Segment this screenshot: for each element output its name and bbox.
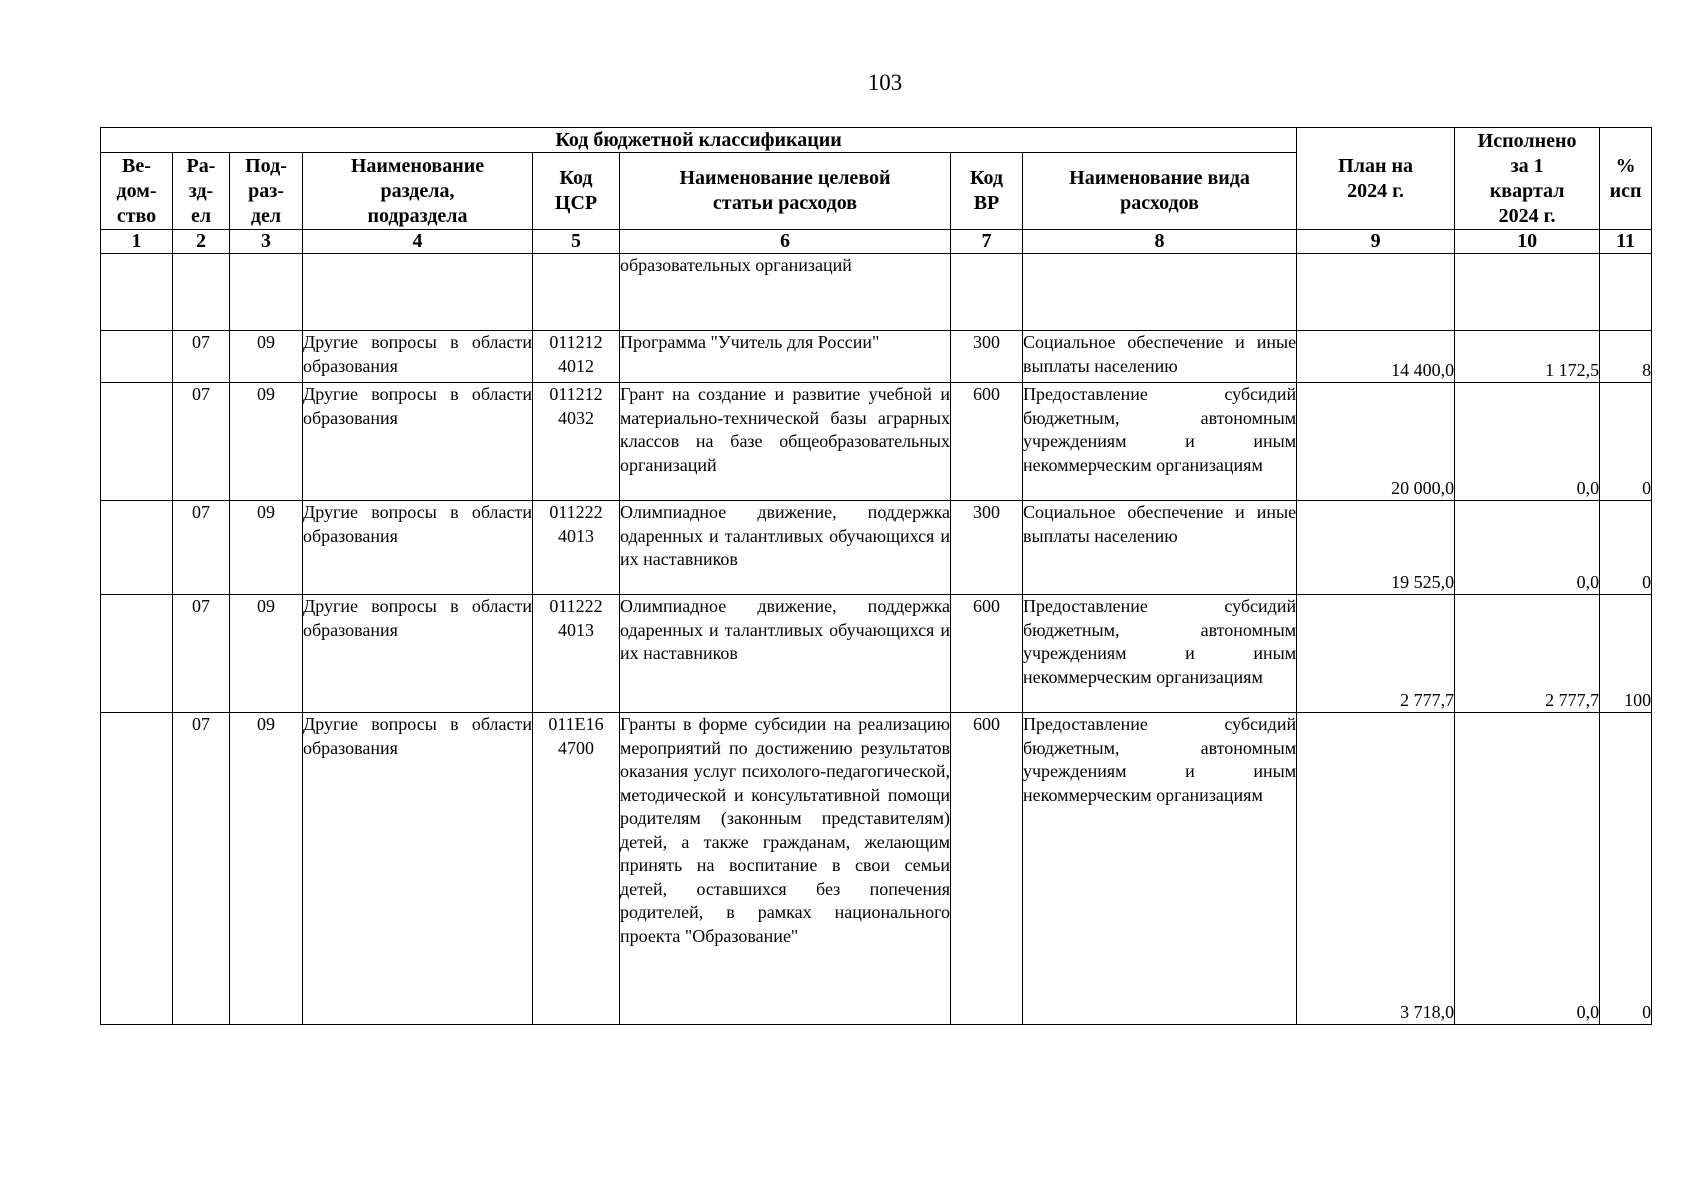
column-number: 10: [1455, 230, 1600, 254]
vr-code-cell: 300: [951, 501, 1023, 595]
executed-cell: 2 777,7: [1455, 595, 1600, 713]
executed-header: Исполнено за 1 квартал 2024 г.: [1455, 128, 1600, 230]
section-cell: 07: [173, 501, 230, 595]
vr-name-cell: [1023, 383, 1297, 501]
target-name-cell: [620, 383, 951, 501]
vr-name-text: Социальное обеспечение и иные выплаты населению: [1023, 502, 1297, 546]
section-cell: 07: [173, 331, 230, 383]
department-cell: [101, 595, 173, 713]
executed-cell: 1 172,5: [1455, 331, 1600, 383]
executed-cell: 0,0: [1455, 713, 1600, 1025]
section-name-text: Другие вопросы в области образования: [303, 596, 532, 640]
column-number: 2: [173, 230, 230, 254]
section-name-text: Другие вопросы в области образования: [303, 502, 532, 546]
vr-name-text: Предоставление субсидий бюджетным, автономным учреждениям и иным некоммерческим организациям: [1023, 714, 1297, 805]
department-cell: [101, 383, 173, 501]
executed-cell: 0,0: [1455, 501, 1600, 595]
section-header: Ра- зд- ел: [173, 153, 230, 230]
vr-name-text: Предоставление субсидий бюджетным, автономным учреждениям и иным некоммерческим организациям: [1023, 384, 1297, 475]
table-row: [101, 501, 1652, 595]
department-cell: [101, 501, 173, 595]
section-name-cell: [303, 501, 533, 595]
section-name-header: Наименование раздела, подраздела: [303, 153, 533, 230]
target-name-text: Программа "Учитель для России": [620, 332, 880, 352]
page-number: 103: [867, 70, 903, 95]
vr-name-cell: [1023, 713, 1297, 1025]
column-number: 6: [620, 230, 951, 254]
vr-name-header: Наименование вида расходов: [1023, 153, 1297, 230]
vr-code-cell: 600: [951, 383, 1023, 501]
target-name-cell: [620, 331, 951, 383]
target-name-text: Гранты в форме субсидии на реализацию мероприятий по достижению результатов оказания услуг психолого-педагогической, методической и консультативной помощи родителям (законным представителям) детей, а также гражданам, желающим принять на воспитание в свои семьи детей, оставшихся без попечения родителей, в рамках национального проекта "Образование": [620, 714, 950, 946]
percent-cell: 0: [1600, 713, 1652, 1025]
plan-cell: 3 718,0: [1297, 713, 1455, 1025]
table-row: [101, 383, 1652, 501]
percent-cell: 0: [1600, 383, 1652, 501]
subsection-cell: 09: [230, 713, 303, 1025]
column-number: 1: [101, 230, 173, 254]
table-row: [101, 713, 1652, 1025]
section-name-text: Другие вопросы в области образования: [303, 332, 532, 376]
subsection-cell: 09: [230, 595, 303, 713]
section-cell: 07: [173, 595, 230, 713]
target-name-cell: [620, 713, 951, 1025]
vr-code-cell: 600: [951, 595, 1023, 713]
continuation-row: [101, 254, 1652, 331]
department-header: Ве- дом- ство: [101, 153, 173, 230]
section-name-text: Другие вопросы в области образования: [303, 714, 532, 758]
continuation-text: образовательных организаций: [620, 254, 951, 331]
column-number: 11: [1600, 230, 1652, 254]
vr-name-text: Предоставление субсидий бюджетным, автономным учреждениям и иным некоммерческим организациям: [1023, 596, 1297, 687]
department-cell: [101, 331, 173, 383]
percent-header: % исп: [1600, 128, 1652, 230]
section-name-cell: [303, 331, 533, 383]
section-name-cell: [303, 595, 533, 713]
csr-cell: 011222 4013: [533, 595, 620, 713]
target-name-text: Олимпиадное движение, поддержка одаренных и талантливых обучающихся и их наставников: [620, 596, 950, 663]
plan-cell: 2 777,7: [1297, 595, 1455, 713]
vr-name-cell: [1023, 331, 1297, 383]
budget-table: [100, 127, 1652, 1025]
subsection-cell: 09: [230, 383, 303, 501]
table-row: [101, 595, 1652, 713]
csr-cell: 011E16 4700: [533, 713, 620, 1025]
section-name-cell: [303, 713, 533, 1025]
plan-cell: 14 400,0: [1297, 331, 1455, 383]
column-number: 9: [1297, 230, 1455, 254]
csr-cell: 011222 4013: [533, 501, 620, 595]
subsection-cell: 09: [230, 501, 303, 595]
vr-name-cell: [1023, 595, 1297, 713]
vr-code-cell: 600: [951, 713, 1023, 1025]
csr-cell: 011212 4032: [533, 383, 620, 501]
section-name-text: Другие вопросы в области образования: [303, 384, 532, 428]
department-cell: [101, 713, 173, 1025]
csr-cell: 011212 4012: [533, 331, 620, 383]
percent-cell: 0: [1600, 501, 1652, 595]
executed-cell: 0,0: [1455, 383, 1600, 501]
subsection-cell: 09: [230, 331, 303, 383]
column-number: 7: [951, 230, 1023, 254]
vr-name-text: Социальное обеспечение и иные выплаты населению: [1023, 332, 1297, 376]
target-name-header: Наименование целевой статьи расходов: [620, 153, 951, 230]
column-number: 4: [303, 230, 533, 254]
vr-code-header: Код ВР: [951, 153, 1023, 230]
target-name-cell: [620, 595, 951, 713]
section-cell: 07: [173, 383, 230, 501]
target-name-text: Олимпиадное движение, поддержка одаренных и талантливых обучающихся и их наставников: [620, 502, 950, 569]
plan-header: План на 2024 г.: [1297, 128, 1455, 230]
percent-cell: 100: [1600, 595, 1652, 713]
plan-cell: 19 525,0: [1297, 501, 1455, 595]
section-name-cell: [303, 383, 533, 501]
column-number: 5: [533, 230, 620, 254]
percent-cell: 8: [1600, 331, 1652, 383]
vr-name-cell: [1023, 501, 1297, 595]
target-name-cell: [620, 501, 951, 595]
target-name-text: Грант на создание и развитие учебной и материально-технической базы аграрных классов на базе общеобразовательных организаций: [620, 384, 950, 475]
column-number: 8: [1023, 230, 1297, 254]
csr-code-header: Код ЦСР: [533, 153, 620, 230]
column-number: 3: [230, 230, 303, 254]
subsection-header: Под- раз- дел: [230, 153, 303, 230]
section-cell: 07: [173, 713, 230, 1025]
table-row: [101, 331, 1652, 383]
budget-code-group-header: Код бюджетной классификации: [101, 128, 1297, 153]
vr-code-cell: 300: [951, 331, 1023, 383]
plan-cell: 20 000,0: [1297, 383, 1455, 501]
